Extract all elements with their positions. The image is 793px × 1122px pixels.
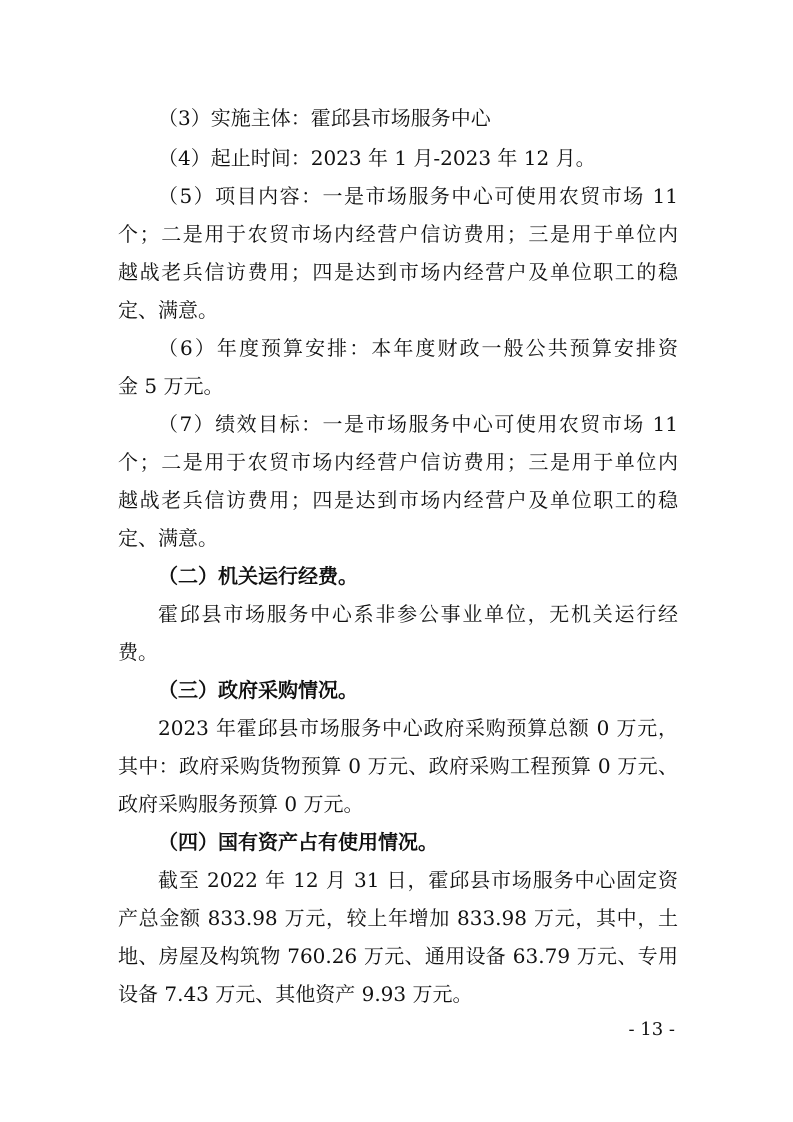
procurement-line-3: 政府采购服务预算 0 万元。	[118, 792, 364, 816]
section-heading-procurement: （三）政府采购情况。	[158, 678, 358, 702]
item-4-period: （4）起止时间：2023 年 1 月-2023 年 12 月。	[158, 146, 596, 170]
state-assets-line-2: 产总金额 833.98 万元，较上年增加 833.98 万元，其中，土	[118, 906, 678, 930]
state-assets-line-1: 截至 2022 年 12 月 31 日，霍邱县市场服务中心固定资	[158, 868, 678, 892]
item-5-content-line-1: （5）项目内容：一是市场服务中心可使用农贸市场 11	[158, 184, 678, 208]
procurement-line-1: 2023 年霍邱县市场服务中心政府采购预算总额 0 万元，	[158, 716, 678, 740]
item-3-implementing-body: （3）实施主体：霍邱县市场服务中心	[158, 106, 491, 130]
state-assets-line-3: 地、房屋及构筑物 760.26 万元、通用设备 63.79 万元、专用	[118, 944, 678, 968]
procurement-line-2: 其中：政府采购货物预算 0 万元、政府采购工程预算 0 万元、	[118, 754, 678, 778]
item-5-content-line-3: 越战老兵信访费用；四是达到市场内经营户及单位职工的稳	[118, 260, 678, 284]
page-number: - 13 -	[628, 1019, 675, 1040]
item-6-budget-line-1: （6）年度预算安排：本年度财政一般公共预算安排资	[158, 336, 678, 360]
operating-expenses-line-1: 霍邱县市场服务中心系非参公事业单位，无机关运行经	[158, 602, 678, 626]
item-5-content-line-2: 个；二是用于农贸市场内经营户信访费用；三是用于单位内	[118, 222, 678, 246]
item-7-goal-line-2: 个；二是用于农贸市场内经营户信访费用；三是用于单位内	[118, 450, 678, 474]
item-7-goal-line-1: （7）绩效目标：一是市场服务中心可使用农贸市场 11	[158, 412, 678, 436]
section-heading-state-assets: （四）国有资产占有使用情况。	[158, 830, 438, 854]
item-6-budget-line-2: 金 5 万元。	[118, 374, 224, 398]
section-heading-operating-expenses: （二）机关运行经费。	[158, 564, 358, 588]
item-7-goal-line-4: 定、满意。	[118, 526, 218, 550]
operating-expenses-line-2: 费。	[118, 640, 158, 664]
item-7-goal-line-3: 越战老兵信访费用；四是达到市场内经营户及单位职工的稳	[118, 488, 678, 512]
state-assets-line-4: 设备 7.43 万元、其他资产 9.93 万元。	[118, 982, 473, 1006]
item-5-content-line-4: 定、满意。	[118, 298, 218, 322]
